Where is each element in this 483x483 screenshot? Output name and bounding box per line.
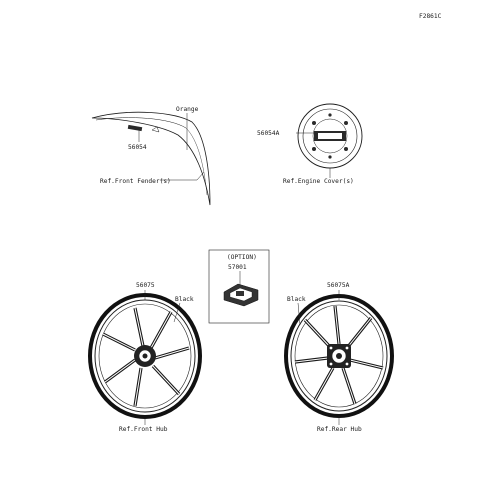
fender-label-part-no: 56054 <box>128 144 147 151</box>
front-wheel-drawing <box>90 295 200 417</box>
engine-cover-ref: Ref.Engine Cover(s) <box>283 178 354 185</box>
engine-cover-drawing <box>298 104 362 168</box>
rear-wheel-drawing <box>286 296 392 416</box>
fender-color-note: Orange <box>176 106 199 113</box>
front-wheel-color-note: Black <box>175 296 194 303</box>
rear-wheel-ref: Ref.Rear Hub <box>317 426 362 433</box>
rear-wheel-part-no: 56075A <box>327 282 350 289</box>
front-wheel-ref: Ref.Front Hub <box>119 426 168 433</box>
option-title: (OPTION) <box>227 254 257 261</box>
fender-ref: Ref.Front Fender(s) <box>100 178 171 185</box>
engine-cover-part-no: 56054A <box>257 130 280 137</box>
figure-code: F2861C <box>419 13 442 20</box>
option-part-no: 57001 <box>228 264 247 271</box>
rear-wheel-color-note: Black <box>287 296 306 303</box>
front-wheel-part-no: 56075 <box>136 282 155 289</box>
option-box <box>209 250 269 323</box>
front-fender-drawing <box>92 112 210 205</box>
